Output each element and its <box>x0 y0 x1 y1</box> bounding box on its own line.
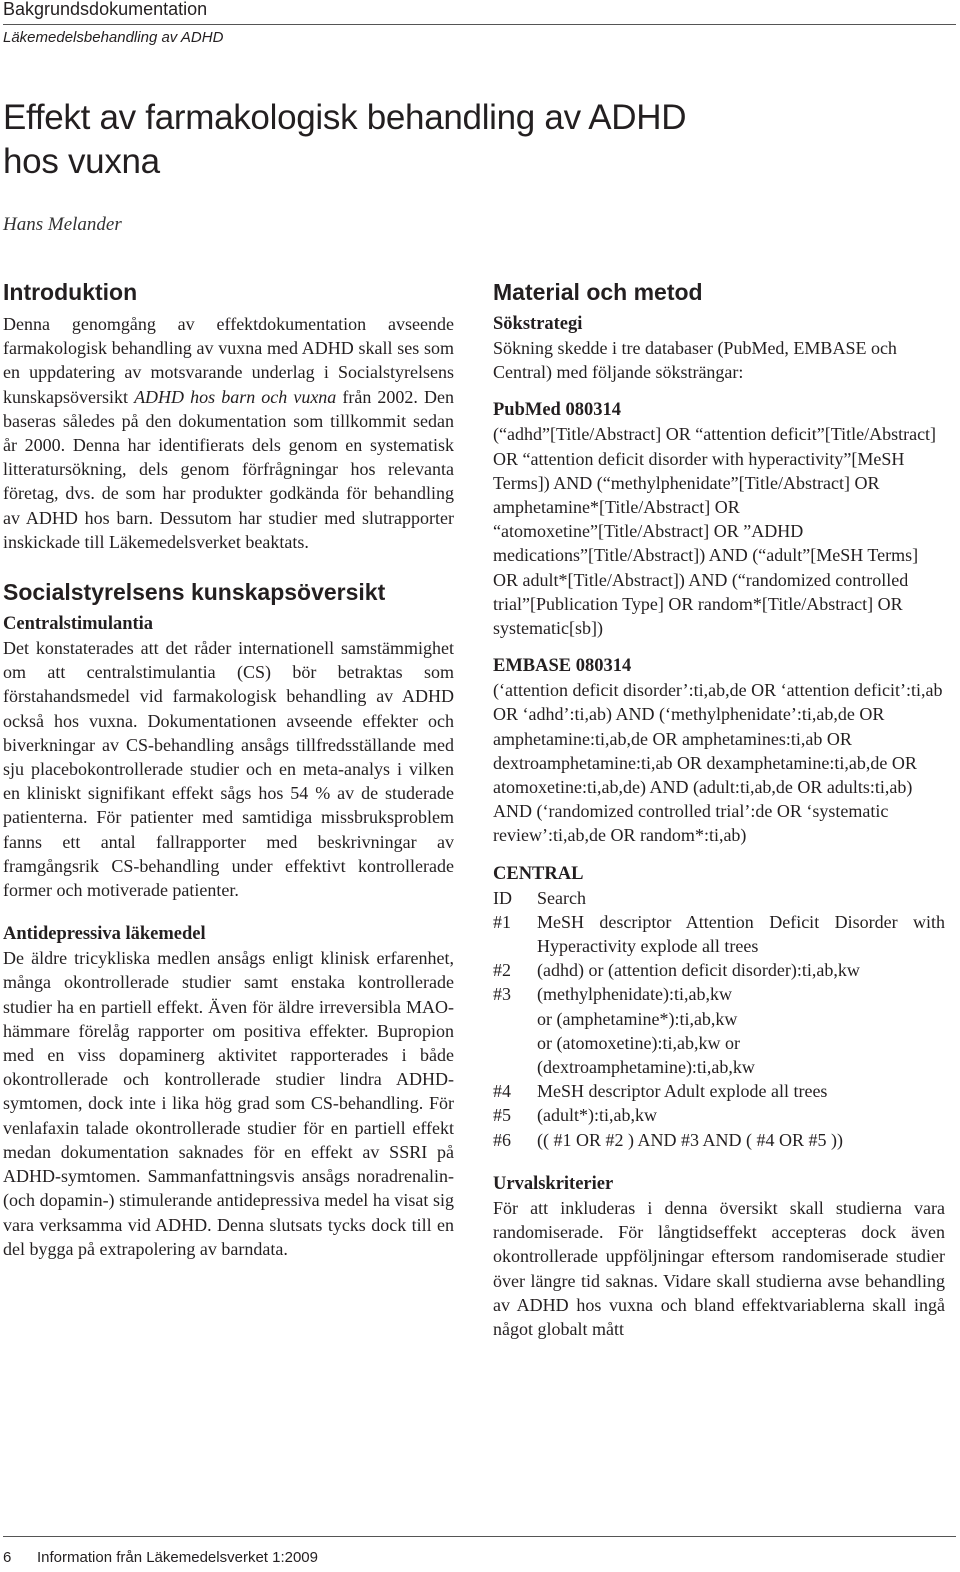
ad-heading: Antidepressiva läkemedel <box>3 924 206 945</box>
footer-rule <box>3 1536 956 1537</box>
search-text: (( #1 OR #2 ) AND #3 AND ( #4 OR #5 )) <box>537 1129 843 1150</box>
search-text: or (atomoxetine):ti,ab,kw or <box>537 1032 740 1053</box>
strategy-paragraph: Sökning skedde i tre databaser (PubMed, EMBASE och Central) med följande söksträngar: <box>493 338 897 383</box>
pubmed-heading: PubMed 080314 <box>493 400 621 421</box>
page-number: 6 <box>3 1549 12 1566</box>
header-section: Bakgrundsdokumentation <box>3 0 208 19</box>
search-id: #2 <box>493 960 511 981</box>
footer-line <box>3 1549 956 1567</box>
search-text: or (amphetamine*):ti,ab,kw <box>537 1008 738 1029</box>
search-id <box>493 1055 537 1079</box>
table-row <box>493 1079 945 1103</box>
cs-heading: Centralstimulantia <box>3 614 154 635</box>
intro-paragraph <box>3 312 454 554</box>
search-text: Search <box>537 887 586 908</box>
strategy-heading: Sökstrategi <box>493 314 583 334</box>
cs-paragraph: Det konstaterades att det råder internationell samstämmighet om att centralstimulantia (CS) bör betraktas som förstahandsmedel vid farmakologisk behandling av ADHD också hos vuxna. Dokumentationen avseende effekter och biverkningar av CS-behandling ansågs tillfredsställande med sju placebokontrollerade studier och en meta-analys i vilken en kliniskt signifikant effekt sågs hos 54 % av de studerade patienterna. För patienter med samtidiga missbruksproblem fanns ett antal fallrapporter med beskrivningar av framgångsrik CS-behandling under effektivt kontrollerade former och motiverade patienter. <box>3 638 454 901</box>
search-id: ID <box>493 887 512 908</box>
central-search-table <box>493 886 945 1152</box>
right-column <box>493 278 945 1341</box>
search-id: #3 <box>493 984 511 1005</box>
search-text: (methylphenidate):ti,ab,kw <box>537 984 732 1005</box>
header-rule <box>3 24 956 25</box>
pubmed-query: (“adhd”[Title/Abstract] OR “attention deficit”[Title/Abstract] OR “attention deficit disorder with hyperactivity”[MeSH Terms]) AND (“methylphenidate”[Title/Abstract] OR amphetamine*[Title/Abstract] OR “atomoxetine”[Title/Abstract] OR ”ADHD medications”[Title/Abstract]) AND (“adult”[MeSH Terms] OR adult*[Title/Abstract]) AND (“randomized controlled trial”[Publication Type] OR random*[Title/Abstract] OR systematic[sb]) <box>493 424 937 639</box>
intro-text-end: från 2002. Den baseras således på den dokumentation som tillkommit sedan år 2000. Denna har identifierats dels genom en systematisk litteratursökning, dels genom förfrågningar hos relevanta företag, dvs. de som har produkter godkända för behandling av ADHD hos barn. Dessutom har studier med slutrapporter inskickade till Läkemedelsverket beaktats. <box>3 386 454 552</box>
table-row <box>493 886 945 910</box>
table-row <box>493 1055 945 1079</box>
search-text: (adhd) or (attention deficit disorder):ti,ab,kw <box>537 960 860 981</box>
search-id: #1 <box>493 911 511 932</box>
table-row <box>493 1128 945 1152</box>
header-subsection: Läkemedelsbehandling av ADHD <box>3 29 224 46</box>
embase-heading: EMBASE 080314 <box>493 656 632 677</box>
method-heading: Material och metod <box>493 279 703 305</box>
criteria-paragraph: För att inkluderas i denna översikt skall studierna vara randomiserade. För långtidseffekt accepteras dock även okontrollerade uppföljningar eftersom randomiserade studier över längre tid saknas. Vidare skall studierna avse behandling av ADHD hos vuxna och bland effektvariablerna skall ingå något globalt mått <box>493 1197 945 1339</box>
search-text: MeSH descriptor Attention Deficit Disorder with Hyperactivity explode all trees <box>537 911 945 957</box>
author: Hans Melander <box>3 214 122 235</box>
intro-text-italic: ADHD hos barn och vuxna <box>134 386 337 407</box>
search-id: #6 <box>493 1129 511 1150</box>
search-id <box>493 1031 537 1055</box>
intro-heading: Introduktion <box>3 279 138 305</box>
running-header <box>3 0 953 47</box>
search-text: (adult*):ti,ab,kw <box>537 1105 657 1126</box>
table-row <box>493 1007 945 1031</box>
central-heading: CENTRAL <box>493 863 584 884</box>
intro-text-start: Denna genomgång av effektdokumentation avseende farmakologisk behandling av vuxna med ADHD skall ses som en uppdatering av motsvarande underlag i Socialstyrelsens kunskapsöversikt <box>3 314 454 407</box>
table-row <box>493 982 945 1006</box>
search-id: #5 <box>493 1105 511 1126</box>
search-text: MeSH descriptor Adult explode all trees <box>537 1081 828 1102</box>
ad-paragraph: De äldre tricykliska medlen ansågs enligt klinisk erfarenhet, många okontrollerade studier samt enstaka kontrollerade studier ha en partiell effekt. Även för äldre irreversibla MAO-hämmare förelåg rapporter om positiva effekter. Bupropion med en viss dopaminerg aktivitet rapporterades i både okontrollerade och kontrollerade studier lindra ADHD-symtomen, dock inte i lika hög grad som CS-behandling. För venlafaxin talade okontrollerade studier för en partiell effekt medan dokumentation saknades för en effekt av SSRI på ADHD-symtomen. Sammanfattningsvis ansågs noradrenalin- (och dopamin-) stimulerande antidepressiva medel ha visat sig vara verksamma vid ADHD. Denna slutsats tycks dock till en del bygga på extrapolering av barndata. <box>3 948 454 1259</box>
kunskap-heading: Socialstyrelsens kunskapsöversikt <box>3 579 386 606</box>
table-row <box>493 958 945 982</box>
search-id: #4 <box>493 1081 511 1102</box>
search-text: (dextroamphetamine):ti,ab,kw <box>537 1057 755 1078</box>
embase-query: (‘attention deficit disorder’:ti,ab,de OR ‘attention deficit’:ti,ab OR ‘adhd’:ti,ab) AND (‘methylphenidate’:ti,ab,de OR amphetamine:ti,ab,de OR amphetamines:ti,ab OR dextroamphetamine:ti,ab OR dexamphetamine:ti,ab,de OR atomoxetine:ti,ab,de) AND (adult:ti,ab,de OR adults:ti,ab) AND (‘randomized controlled trial’:de OR ‘systematic review’:ti,ab,de OR random*:ti,ab) <box>493 680 943 846</box>
table-row <box>493 1031 945 1055</box>
table-row <box>493 910 945 958</box>
criteria-heading: Urvalskriterier <box>493 1173 614 1194</box>
running-footer <box>3 1536 956 1567</box>
page-title <box>3 96 903 184</box>
page-title-line-1: Effekt av farmakologisk behandling av ADHD <box>3 98 687 137</box>
publication-name: Information från Läkemedelsverket 1:2009 <box>37 1549 318 1566</box>
table-row <box>493 1103 945 1127</box>
search-id <box>493 1007 537 1031</box>
page-title-line-2: hos vuxna <box>3 142 160 181</box>
left-column <box>3 278 454 1261</box>
